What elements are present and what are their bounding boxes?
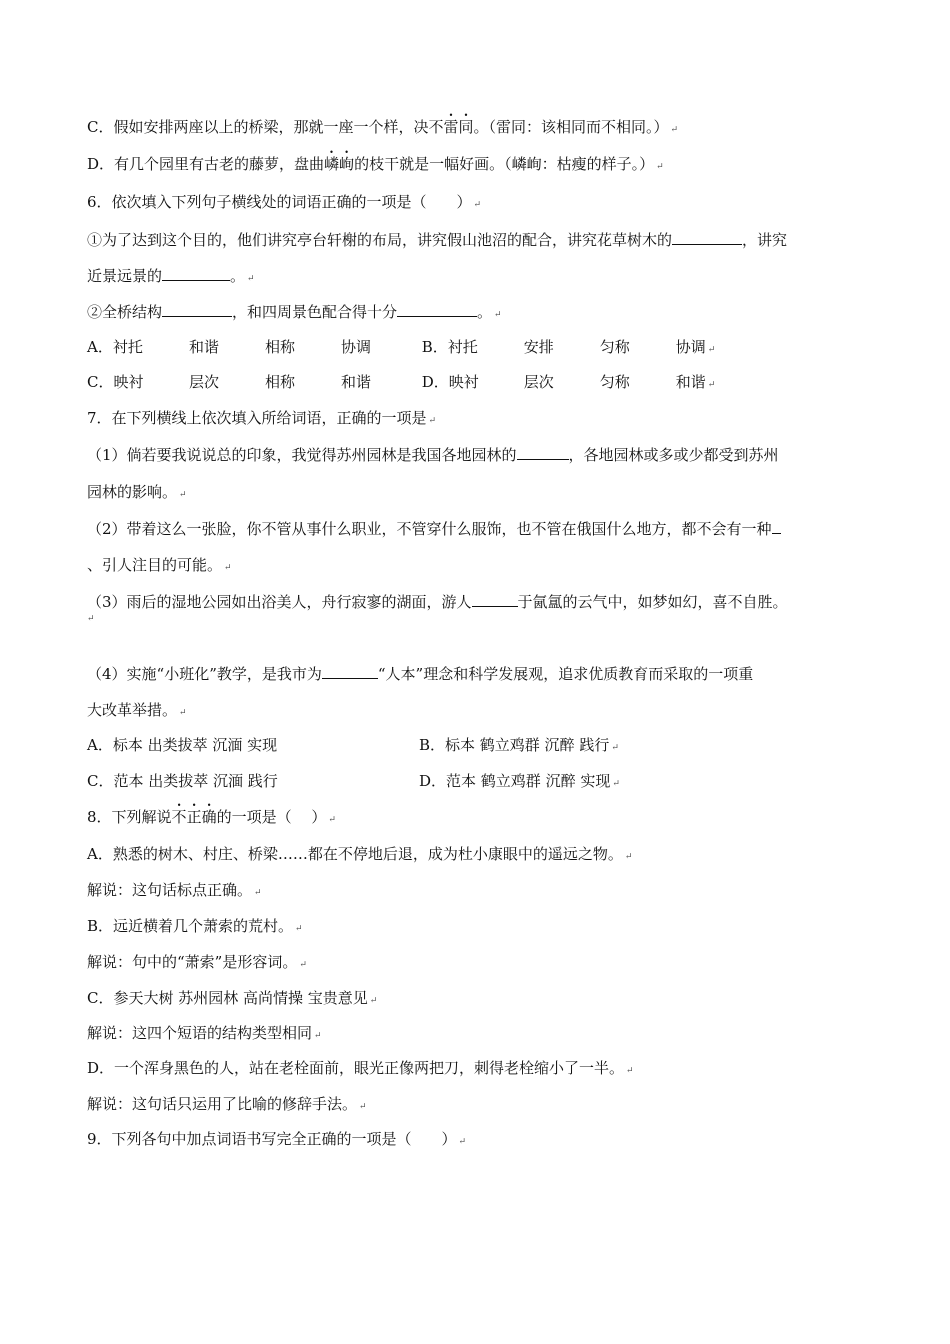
q5-option-d: D．有几个园里有古老的藤萝，盘曲嶙峋的枝干就是一幅好画。（嶙峋：枯瘦的样子。） ↵ [87,155,664,173]
answer-blank [672,229,742,245]
q7-part-1: （1）倘若要我说说总的印象，我觉得苏州园林是我国各地园林的 ，各地园林或多或少都受到苏州 [87,446,779,464]
dotted-char: 同 [458,118,474,136]
q6-stem: 6．依次填入下列句子横线处的词语正确的一项是（ ） ↵ [87,193,482,211]
answer-blank [517,444,569,460]
q8-explanation-d: 解说：这句话只运用了比喻的修辞手法。 ↵ [87,1095,367,1113]
paragraph-mark-icon: ↵ [624,852,633,862]
dotted-char: 正 [186,808,202,826]
dotted-char: 不 [171,808,187,826]
q7-option-d: D．范本 鹤立鸡群 沉醉 实现 ↵ [419,772,620,790]
paragraph-mark-icon: ↵ [707,345,716,355]
paragraph-mark-icon: ↵ [314,1031,322,1041]
q8-option-c: C．参天大树 苏州园林 高尚情操 宝贵意见 ↵ [87,989,378,1007]
q7-part-4-cont: 大改革举措。 ↵ [87,701,187,719]
paragraph-mark-icon: ↵ [299,960,307,970]
paragraph-mark-icon: ↵ [611,743,619,753]
paragraph-mark-icon: ↵ [247,274,255,284]
q5-option-c: C．假如安排两座以上的桥梁，那就一座一个样，决不雷同。（雷同：该相同而不相同。） ↵ [87,118,679,136]
q7-part-3: （3）雨后的湿地公园如出浴美人，舟行寂寥的湖面，游人 于氤氲的云气中，如梦如幻，喜不自胜。 [87,593,788,611]
paragraph-mark-icon: ↵ [369,996,378,1006]
q7-option-c: C．范本 出类拔萃 沉湎 践行 [87,772,278,790]
q7-stem: 7．在下列横线上依次填入所给词语，正确的一项是 ↵ [87,409,437,427]
answer-blank [397,301,477,317]
dotted-char: 嶙 [324,155,340,173]
paragraph-mark-icon: ↵ [656,162,664,172]
paragraph-mark-icon: ↵ [359,1102,367,1112]
q6-sentence-2: ②全桥结构 ，和四周景色配合得十分 。 ↵ [87,303,502,321]
paragraph-mark-icon: ↵ [458,1137,467,1147]
paragraph-mark-icon: ↵ [254,888,262,898]
q6-options-cd: C．映衬 层次 相称 和谐 D．映衬 层次 匀称 和谐 ↵ [87,373,716,391]
paragraph-mark-icon: ↵ [87,614,95,624]
dotted-char: 确 [201,808,217,826]
paragraph-mark-icon: ↵ [612,779,620,789]
answer-blank [322,663,378,679]
dotted-char: 雷 [443,118,459,136]
q6-sentence-1: ①为了达到这个目的，他们讲究亭台轩榭的布局，讲究假山池沼的配合，讲究花草树木的 ，讲究 [87,231,788,249]
answer-blank [162,265,230,281]
q7-option-b: B．标本 鹤立鸡群 沉醉 践行 ↵ [419,736,619,754]
q6-sentence-1-cont: 近景远景的 。 ↵ [87,267,255,285]
q7-option-a: A．标本 出类拔萃 沉湎 实现 [87,736,278,754]
q8-stem: 8．下列解说不正确的一项是（ ） ↵ [87,808,336,826]
paragraph-mark-icon: ↵ [626,1066,634,1076]
q8-explanation-b: 解说：句中的“萧索”是形容词。 ↵ [87,953,307,971]
q8-explanation-a: 解说：这句话标点正确。 ↵ [87,881,262,899]
answer-blank [472,591,518,607]
paragraph-mark-icon: ↵ [670,125,679,135]
q7-part-2-cont: 、引人注目的可能。 ↵ [87,556,232,574]
paragraph-mark-icon: ↵ [494,310,502,320]
q7-part-4: （4）实施“小班化”教学，是我市为 “人本”理念和科学发展观，追求优质教育而采取的一项重 [87,665,754,683]
answer-blank [162,301,232,317]
paragraph-mark-icon: ↵ [328,815,336,825]
paragraph-mark-icon: ↵ [473,200,482,210]
paragraph-mark-icon: ↵ [295,924,303,934]
q8-option-b: B．远近横着几个萧索的荒村。 ↵ [87,917,303,935]
paragraph-mark-icon: ↵ [224,563,232,573]
q6-options-ab: A．衬托 和谐 相称 协调 B．衬托 安排 匀称 协调 ↵ [87,338,716,356]
q7-part-2: （2）带着这么一张脸，你不管从事什么职业，不管穿什么服饰，也不管在俄国什么地方，都不会有一种 [87,518,781,539]
q9-stem: 9．下列各句中加点词语书写完全正确的一项是（ ） ↵ [87,1130,467,1148]
paragraph-mark-icon: ↵ [179,708,187,718]
answer-blank [772,518,781,534]
q7-part-1-cont: 园林的影响。 ↵ [87,483,187,501]
dotted-char: 峋 [339,155,355,173]
q8-explanation-c: 解说：这四个短语的结构类型相同 ↵ [87,1024,322,1042]
paragraph-mark-icon: ↵ [428,416,437,426]
q8-option-a: A．熟悉的树木、村庄、桥梁……都在不停地后退，成为杜小康眼中的遥远之物。 ↵ [87,845,633,863]
q8-option-d: D．一个浑身黑色的人，站在老栓面前，眼光正像两把刀，刺得老栓缩小了一半。 ↵ [87,1059,634,1077]
paragraph-mark-icon: ↵ [179,490,187,500]
paragraph-mark-icon: ↵ [707,380,716,390]
